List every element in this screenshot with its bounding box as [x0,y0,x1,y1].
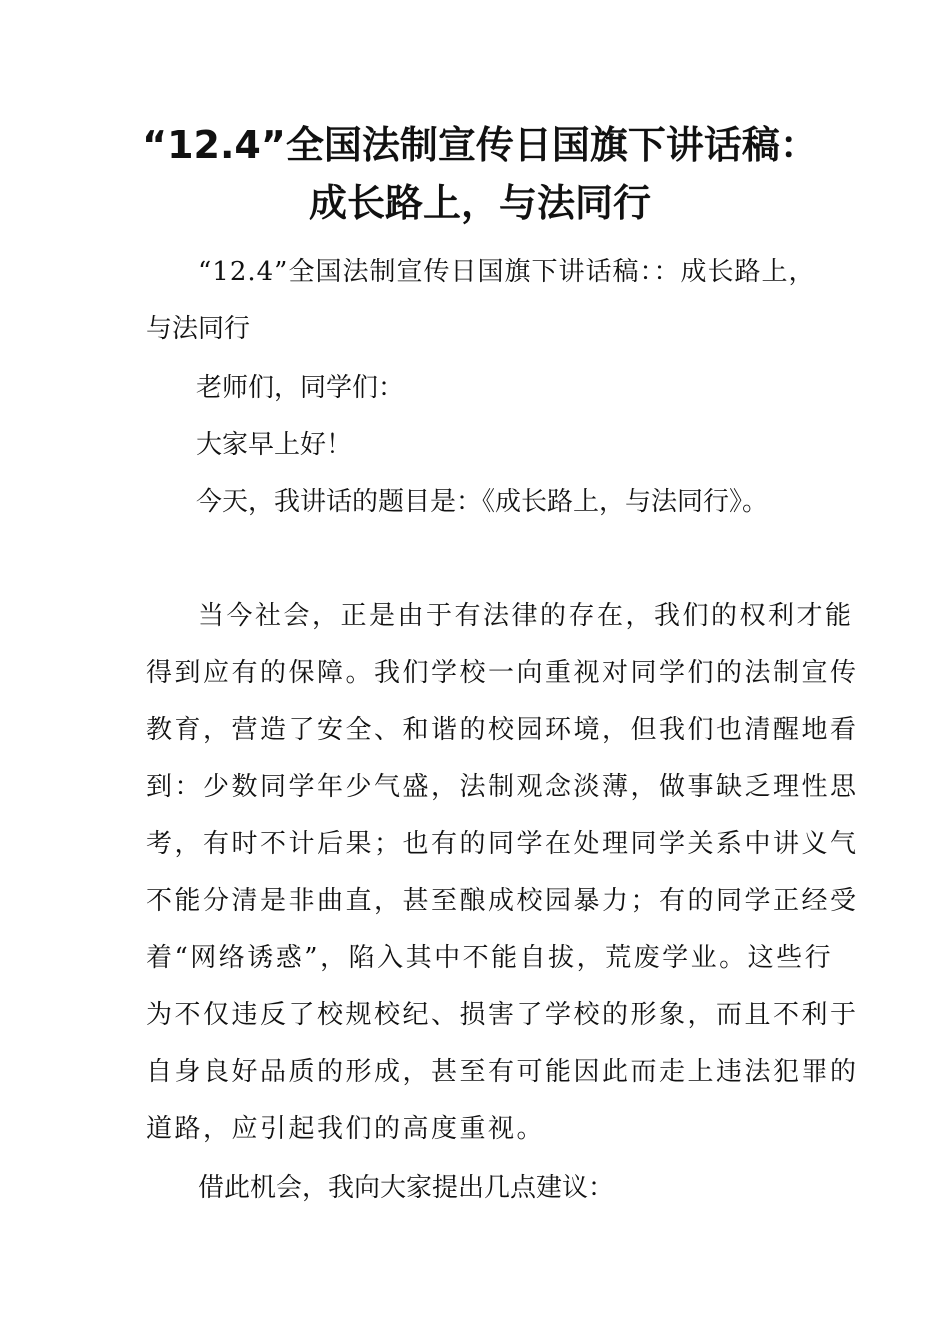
body-line: 道路，应引起我们的高度重视。 [146,1114,546,1144]
body-line: 着“网络诱惑”，陷入其中不能自拔，荒废学业。这些行 [146,943,834,973]
body-line: 为不仅违反了校规校纪、损害了学校的形象，而且不利于 [146,1000,859,1030]
topic-line: 今天，我讲话的题目是：《成长路上，与法同行》。 [196,487,769,517]
document-title-line-2: 成长路上，与法同行 [308,181,651,225]
document-title-line-1: “12.4”全国法制宣传日国旗下讲话稿： [142,123,818,167]
body-line: 自身良好品质的形成，甚至有可能因此而走上违法犯罪的 [146,1057,859,1087]
body-line: 得到应有的保障。我们学校一向重视对同学们的法制宣传 [146,658,859,688]
body-line: 教育，营造了安全、和谐的校园环境，但我们也清醒地看 [146,715,859,745]
body-line: 当今社会，正是由于有法律的存在，我们的权利才能 [198,601,854,631]
greeting-audience: 老师们，同学们： [196,373,405,403]
body-line: 到：少数同学年少气盛，法制观念淡薄，做事缺乏理性思 [146,772,859,802]
subtitle-line-2: 与法同行 [146,314,251,344]
greeting-morning: 大家早上好！ [196,430,353,460]
subtitle-line-1: “12.4”全国法制宣传日国旗下讲话稿：：成长路上， [198,257,816,287]
body-line: 考，有时不计后果；也有的同学在处理同学关系中讲义气 [146,829,859,859]
body-line: 不能分清是非曲直，甚至酿成校园暴力；有的同学正经受 [146,886,859,916]
closing-line: 借此机会，我向大家提出几点建议： [198,1173,615,1203]
